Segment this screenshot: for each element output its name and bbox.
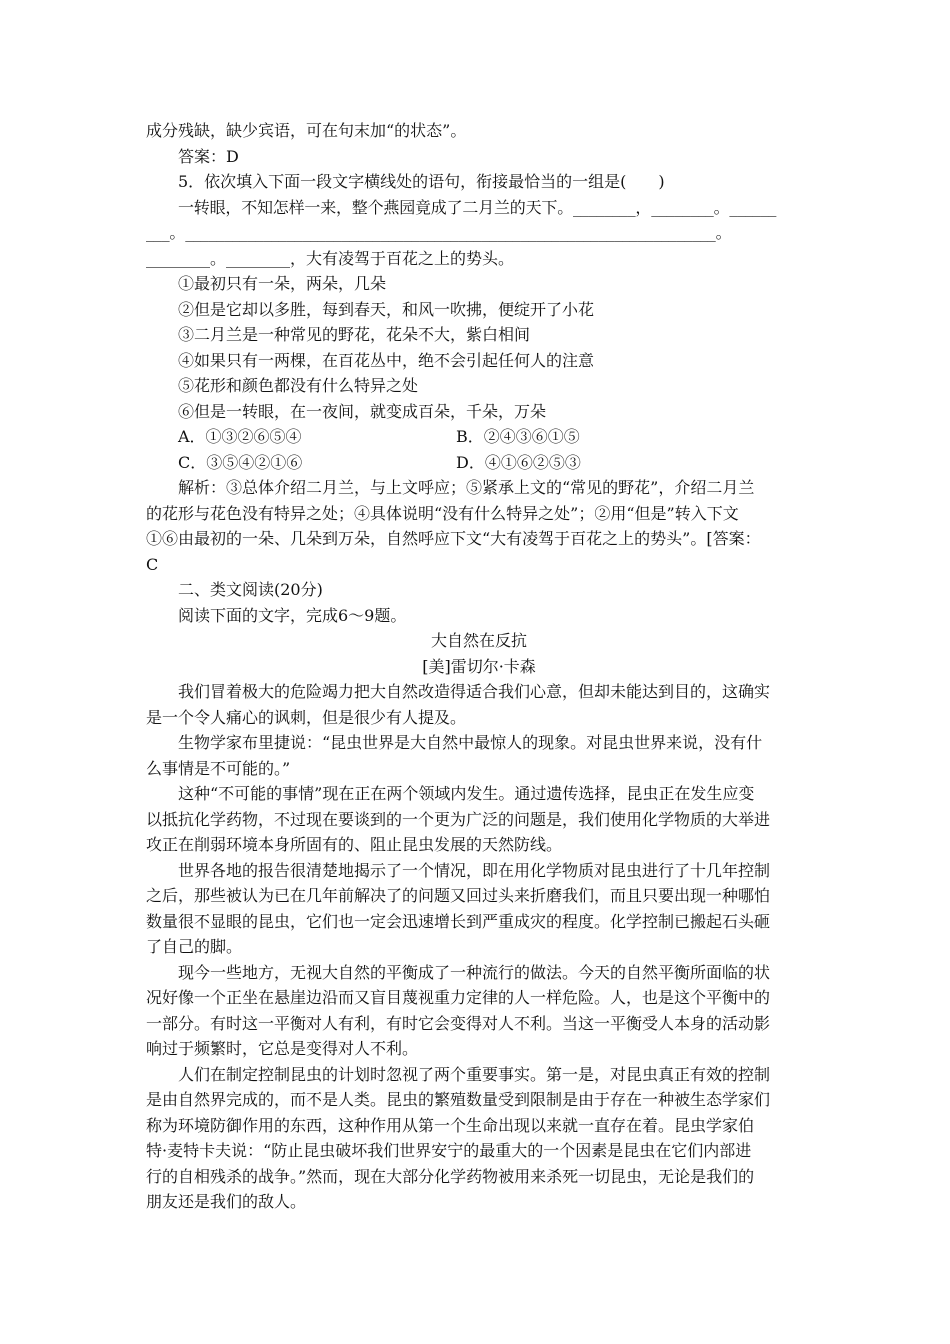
article-author: [美]雷切尔·卡森 — [422, 656, 536, 676]
option-b: B．②④③⑥①⑤ — [456, 427, 580, 446]
sentence-item-4: ④如果只有一两棵，在百花丛中，绝不会引起任何人的注意 — [178, 350, 595, 370]
sentence-item-5: ⑤花形和颜色都没有什么特异之处 — [178, 376, 419, 395]
article-line: 响过于频繁时，它总是变得对人不利。 — [146, 1039, 419, 1058]
section-heading: 二、类文阅读(20分) — [178, 580, 323, 599]
article-line: 况好像一个正坐在悬崖边沿而又盲目蔑视重力定律的人一样危险。人，也是这个平衡中的 — [146, 988, 771, 1007]
article-line: 世界各地的报告很清楚地揭示了一个情况，即在用化学物质对昆虫进行了十几年控制 — [178, 860, 771, 880]
article-line: 之后，那些被认为已在几年前解决了的问题又回过头来折磨我们，而且只要出现一种哪怕 — [146, 886, 771, 905]
sentence-item-3: ③二月兰是一种常见的野花，花朵不大，紫白相间 — [178, 325, 531, 344]
article-line: 我们冒着极大的危险竭力把大自然改造得适合我们心意，但却未能达到目的，这确实 — [178, 682, 771, 701]
article-line: 数量很不显眼的昆虫，它们也一定会迅速增长到严重成灾的程度。化学控制已搬起石头砸 — [146, 911, 771, 931]
article-line: 是由自然界完成的，而不是人类。昆虫的繁殖数量受到限制是由于存在一种被生态学家们 — [146, 1090, 771, 1109]
article-line: 了自己的脚。 — [146, 937, 243, 956]
options-row-1 — [146, 424, 812, 450]
sentence-item-1: ①最初只有一朵，两朵，几朵 — [178, 274, 387, 293]
article-line: 生物学家布里捷说：“昆虫世界是大自然中最惊人的现象。对昆虫世界来说，没有什 — [178, 733, 763, 752]
option-a: A．①③②⑥⑤④ — [178, 427, 302, 446]
analysis-line: ①⑥由最初的一朵、几朵到万朵，自然呼应下文“大有凌驾于百花之上的势头”。[答案： — [146, 529, 761, 548]
question-passage-blank: ___。____________________________________________________________________。 — [146, 223, 732, 242]
question-5: 5．依次填入下面一段文字横线处的语句，衔接最恰当的一组是( ) — [178, 172, 665, 191]
article-line: 朋友还是我们的敌人。 — [146, 1192, 307, 1211]
analysis-line: 的花形与花色没有特异之处；④具体说明“没有什么特异之处”；②用“但是”转入下文 — [146, 503, 739, 523]
analysis-line: 解析：③总体介绍二月兰，与上文呼应；⑤紧承上文的“常见的野花”，介绍二月兰 — [178, 478, 755, 497]
article-line: 以抵抗化学药物，不过现在要谈到的一个更为广泛的问题是，我们使用化学物质的大举进 — [146, 809, 771, 829]
sentence-item-2: ②但是它却以多胜，每到春天，和风一吹拂，便绽开了小花 — [178, 299, 595, 319]
question-passage-end: ________。________，大有凌驾于百花之上的势头。 — [146, 248, 515, 268]
article-line: 特·麦特卡夫说：“防止昆虫破坏我们世界安宁的最重大的一个因素是昆虫在它们内部进 — [146, 1141, 752, 1160]
sentence-item-6: ⑥但是一转眼，在一夜间，就变成百朵，千朵，万朵 — [178, 401, 547, 421]
question-passage: 一转眼，不知怎样一来，整个燕园竟成了二月兰的天下。________，________。______ — [178, 197, 777, 217]
option-d: D．④①⑥②⑤③ — [456, 452, 581, 472]
article-line: 攻正在削弱环境本身所固有的、阻止昆虫发展的天然防线。 — [146, 835, 563, 854]
article-line: 是一个令人痛心的讽刺，但是很少有人提及。 — [146, 707, 467, 727]
article-line: 一部分。有时这一平衡对人有利，有时它会变得对人不利。当这一平衡受人本身的活动影 — [146, 1013, 771, 1033]
article-line: 行的自相残杀的战争。”然而，现在大部分化学药物被用来杀死一切昆虫，无论是我们的 — [146, 1166, 755, 1186]
text-line: 成分残缺，缺少宾语，可在句末加“的状态”。 — [146, 121, 467, 140]
answer-line: 答案：D — [178, 146, 239, 166]
article-line: 么事情是不可能的。” — [146, 758, 291, 778]
article-line: 人们在制定控制昆虫的计划时忽视了两个重要事实。第一是，对昆虫真正有效的控制 — [178, 1064, 771, 1084]
options-row-2 — [146, 450, 812, 476]
article-title: 大自然在反抗 — [430, 631, 527, 650]
reading-instruction: 阅读下面的文字，完成6～9题。 — [178, 605, 407, 625]
article-line: 称为环境防御作用的东西，这种作用从第一个生命出现以来就一直存在着。昆虫学家伯 — [146, 1115, 755, 1135]
analysis-answer: C — [146, 554, 159, 574]
document-page — [146, 118, 812, 1215]
article-line: 这种“不可能的事情”现在正在两个领域内发生。通过遗传选择，昆虫正在发生应变 — [178, 784, 755, 803]
article-line: 现今一些地方，无视大自然的平衡成了一种流行的做法。今天的自然平衡所面临的状 — [178, 962, 771, 982]
option-c: C．③⑤④②①⑥ — [178, 452, 303, 472]
